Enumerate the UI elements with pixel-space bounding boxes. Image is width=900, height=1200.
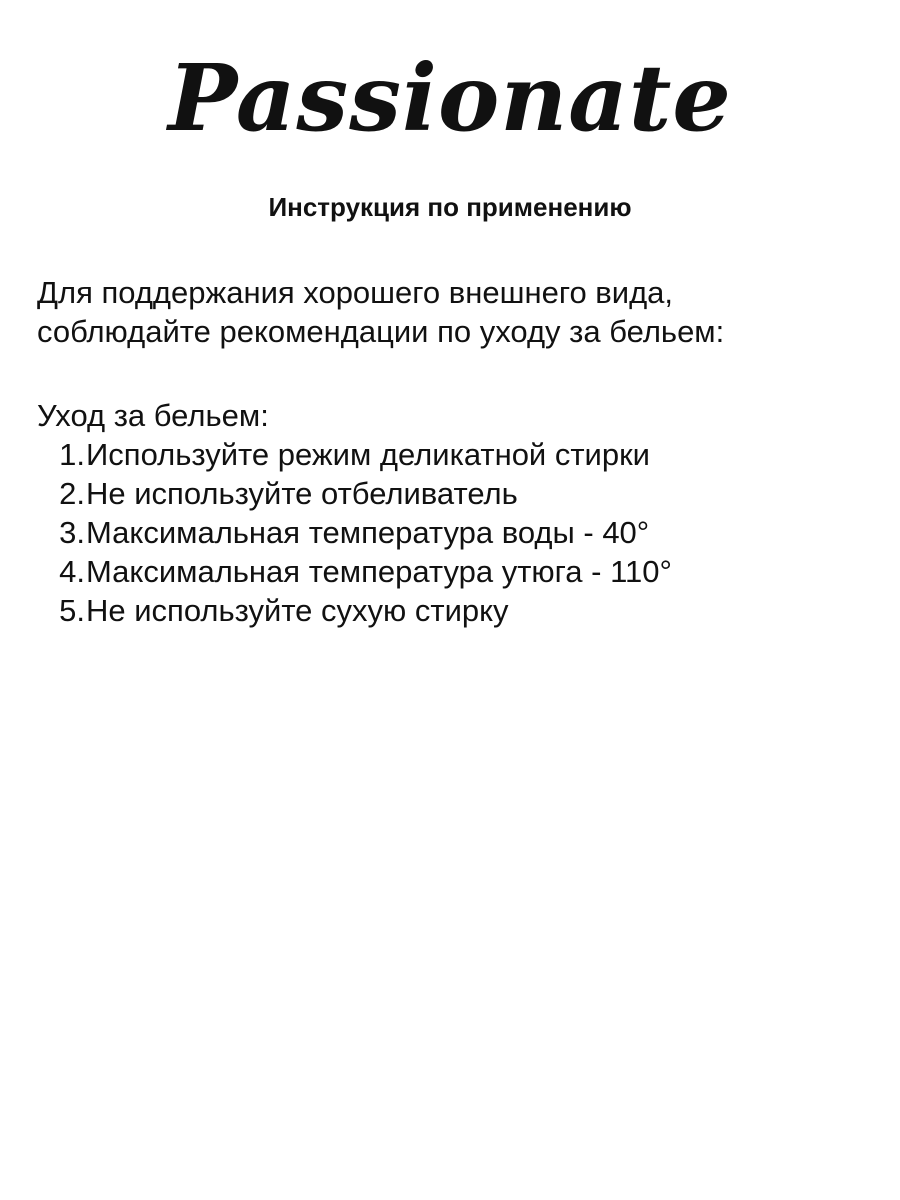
- care-instructions-list: [37, 435, 877, 630]
- list-item-number: 1.: [59, 437, 85, 472]
- list-item-number: 5.: [59, 593, 85, 628]
- page-title: Инструкция по применению: [268, 192, 632, 222]
- intro-line: соблюдайте рекомендации по уходу за бельем:: [37, 314, 725, 349]
- list-item-number: 4.: [59, 554, 85, 589]
- list-item-text: Максимальная температура воды - 40°: [86, 515, 650, 550]
- list-item-text: Максимальная температура утюга - 110°: [86, 554, 672, 589]
- list-item: [37, 474, 877, 513]
- list-item-number: 2.: [59, 476, 85, 511]
- list-item-text: Используйте режим деликатной стирки: [86, 437, 650, 472]
- list-item: [37, 591, 877, 630]
- list-item-text: Не используйте отбеливатель: [86, 476, 518, 511]
- list-item: [37, 435, 877, 474]
- intro-line: Для поддержания хорошего внешнего вида,: [37, 275, 674, 310]
- brand-logo: Passionate: [168, 44, 732, 152]
- list-item: [37, 552, 877, 591]
- list-item-text: Не используйте сухую стирку: [86, 593, 509, 628]
- list-item: [37, 513, 877, 552]
- care-heading: Уход за бельем:: [37, 398, 269, 433]
- intro-paragraph: [37, 273, 877, 351]
- list-item-number: 3.: [59, 515, 85, 550]
